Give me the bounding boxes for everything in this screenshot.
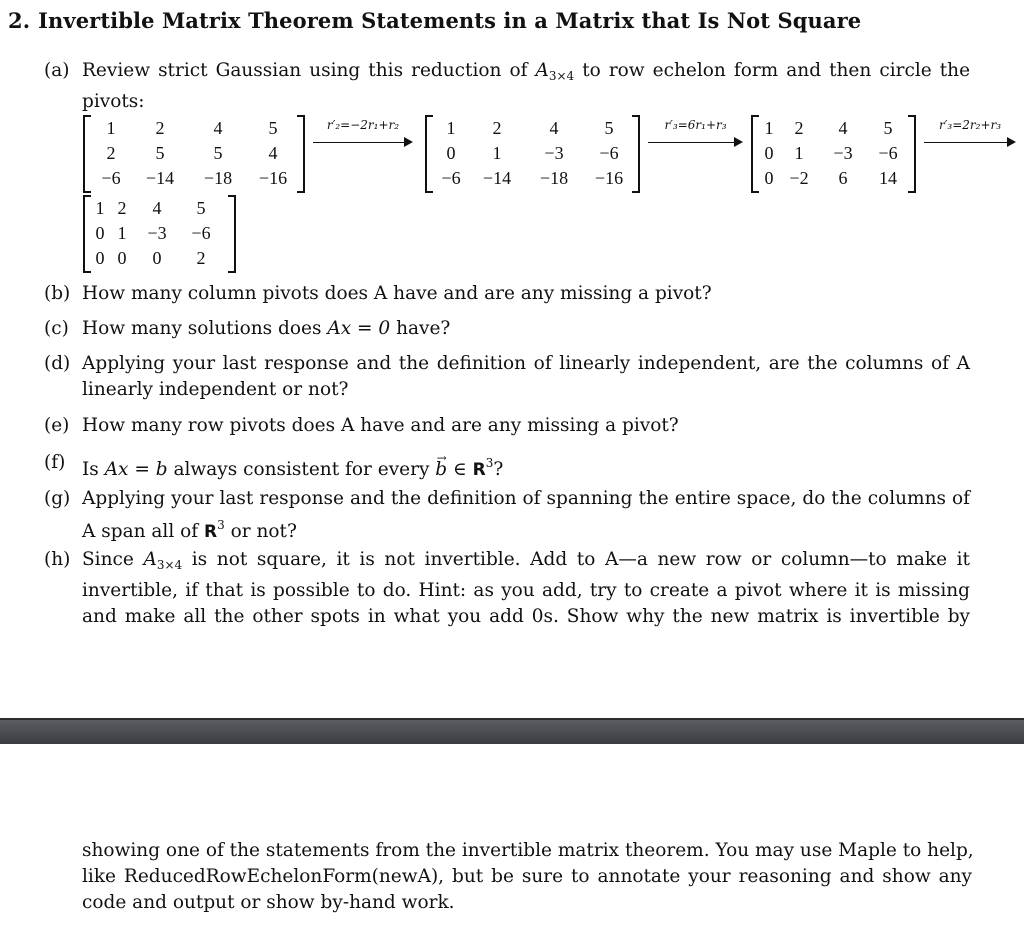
row-op-arrow-3: [924, 120, 1016, 140]
matrix-cell: −18: [203, 168, 233, 188]
matrix-cell: 1: [95, 198, 105, 218]
matrix-cell: 2: [155, 118, 165, 138]
matrix-cell: 14: [879, 168, 897, 188]
equation: Ax = b: [104, 459, 168, 480]
part-f-text: Is Ax = b always consistent for every → b ∈ $R^3$?: [82, 450, 970, 483]
matrix-cell: 1: [117, 223, 127, 243]
part-b-text: How many column pivots does A have and are any missing a pivot?: [82, 283, 712, 304]
matrix-cell: 5: [604, 118, 614, 138]
matrix-cell: 4: [213, 118, 223, 138]
problem-title-text: Invertible Matrix Theorem Statements in a Matrix that Is Not Square: [38, 8, 862, 33]
matrix-cell: 2: [196, 248, 206, 268]
continuation-line3: code and output or show by-hand work.: [82, 892, 455, 913]
matrix-cell: 5: [196, 198, 206, 218]
matrix-cell: 5: [213, 143, 223, 163]
part-d-line1: Applying your last response and the definition of linearly independent, are the columns of A: [82, 353, 970, 374]
matrix-cell: 0: [117, 248, 127, 268]
matrix-cell: 0: [152, 248, 162, 268]
matrix-cell: −2: [789, 168, 809, 188]
matrix-cell: 0: [764, 168, 774, 188]
matrix-cell: 4: [838, 118, 848, 138]
matrix-cell: −3: [544, 143, 564, 163]
problem-number: 2.: [8, 8, 31, 33]
matrix-cell: 1: [764, 118, 774, 138]
matrix-cell: −18: [539, 168, 569, 188]
part-f-label: (f): [44, 452, 66, 473]
matrix-cell: 2: [106, 143, 116, 163]
page-divider: [0, 718, 1024, 744]
matrix-cell: 4: [268, 143, 278, 163]
matrix-step-1: [425, 115, 640, 193]
matrix-cell: −6: [878, 143, 898, 163]
equation: Ax = 0: [327, 318, 391, 339]
matrix-cell: −6: [101, 168, 121, 188]
matrix-cell: −6: [191, 223, 211, 243]
problem-title: [8, 8, 861, 33]
matrix-step-2: [751, 115, 916, 193]
row-op-label: r′₃=6r₁+r₃: [664, 118, 727, 132]
part-d-line2: linearly independent or not?: [82, 379, 349, 400]
matrix-cell: 1: [492, 143, 502, 163]
matrix-dims: 3×4: [548, 69, 575, 83]
part-g-line1: Applying your last response and the definition of spanning the entire space, do the columns of: [82, 488, 970, 509]
matrix-cell: 1: [106, 118, 116, 138]
matrix-cell: −16: [258, 168, 288, 188]
row-op-arrow-2: [648, 120, 743, 140]
matrix-cell: −3: [147, 223, 167, 243]
matrix-cell: −6: [599, 143, 619, 163]
matrix-cell: 0: [446, 143, 456, 163]
matrix-original: [83, 115, 305, 193]
matrix-cell: 5: [268, 118, 278, 138]
matrix-cell: 5: [883, 118, 893, 138]
matrix-symbol: A: [535, 60, 549, 81]
matrix-cell: 2: [794, 118, 804, 138]
matrix-cell: 1: [794, 143, 804, 163]
matrix-cell: −14: [145, 168, 175, 188]
part-c-label: (c): [44, 318, 69, 339]
part-a-line1: Review strict Gaussian using this reduction of $A_{3\times 4}$ to row echelon form and then circle the: [82, 60, 971, 83]
matrix-cell: −16: [594, 168, 624, 188]
part-h-line2: invertible, if that is possible to do. Hint: as you add, try to create a pivot where it is missing: [82, 580, 970, 601]
continuation-text: [82, 838, 972, 916]
continuation-line2: like ReducedRowEchelonForm(newA), but be sure to annotate your reasoning and show any: [82, 866, 972, 887]
matrix-cell: 0: [95, 248, 105, 268]
part-a-label: (a): [44, 60, 70, 81]
matrix-cell: 0: [764, 143, 774, 163]
part-b-label: (b): [44, 283, 71, 304]
part-h-line1: Since $A_{3\times 4}$ is not square, it is not invertible. Add to A—a new row or column—to make it: [82, 549, 970, 572]
row-op-label: r′₂=−2r₁+r₂: [326, 118, 400, 132]
matrix-cell: 6: [838, 168, 848, 188]
matrix-cell: 4: [152, 198, 162, 218]
matrix-cell: −6: [441, 168, 461, 188]
part-c-text: How many solutions does Ax = 0 have?: [82, 318, 451, 339]
matrix-cell: 2: [492, 118, 502, 138]
row-op-label: r′₃=2r₂+r₃: [938, 118, 1002, 132]
matrix-echelon-form: [83, 195, 236, 273]
row-op-arrow-1: [313, 120, 413, 140]
part-g-label: (g): [44, 488, 71, 509]
part-h-label: (h): [44, 549, 71, 570]
matrix-cell: 2: [117, 198, 127, 218]
part-e-label: (e): [44, 415, 70, 436]
part-d-label: (d): [44, 353, 71, 374]
matrix-cell: 1: [446, 118, 456, 138]
part-g-line2: A span all of $R^3$ or not?: [82, 518, 297, 542]
part-e-text: How many row pivots does A have and are any missing a pivot?: [82, 415, 679, 436]
part-a-line2: pivots:: [82, 91, 145, 112]
matrix-cell: 5: [155, 143, 165, 163]
matrix-cell: 0: [95, 223, 105, 243]
part-h-line3: and make all the other spots in what you add 0s. Show why the new matrix is invertible by: [82, 606, 970, 627]
matrix-cell: −3: [833, 143, 853, 163]
matrix-cell: 4: [549, 118, 559, 138]
continuation-line1: showing one of the statements from the invertible matrix theorem. You may use Maple to help,: [82, 840, 974, 861]
matrix-cell: −14: [482, 168, 512, 188]
